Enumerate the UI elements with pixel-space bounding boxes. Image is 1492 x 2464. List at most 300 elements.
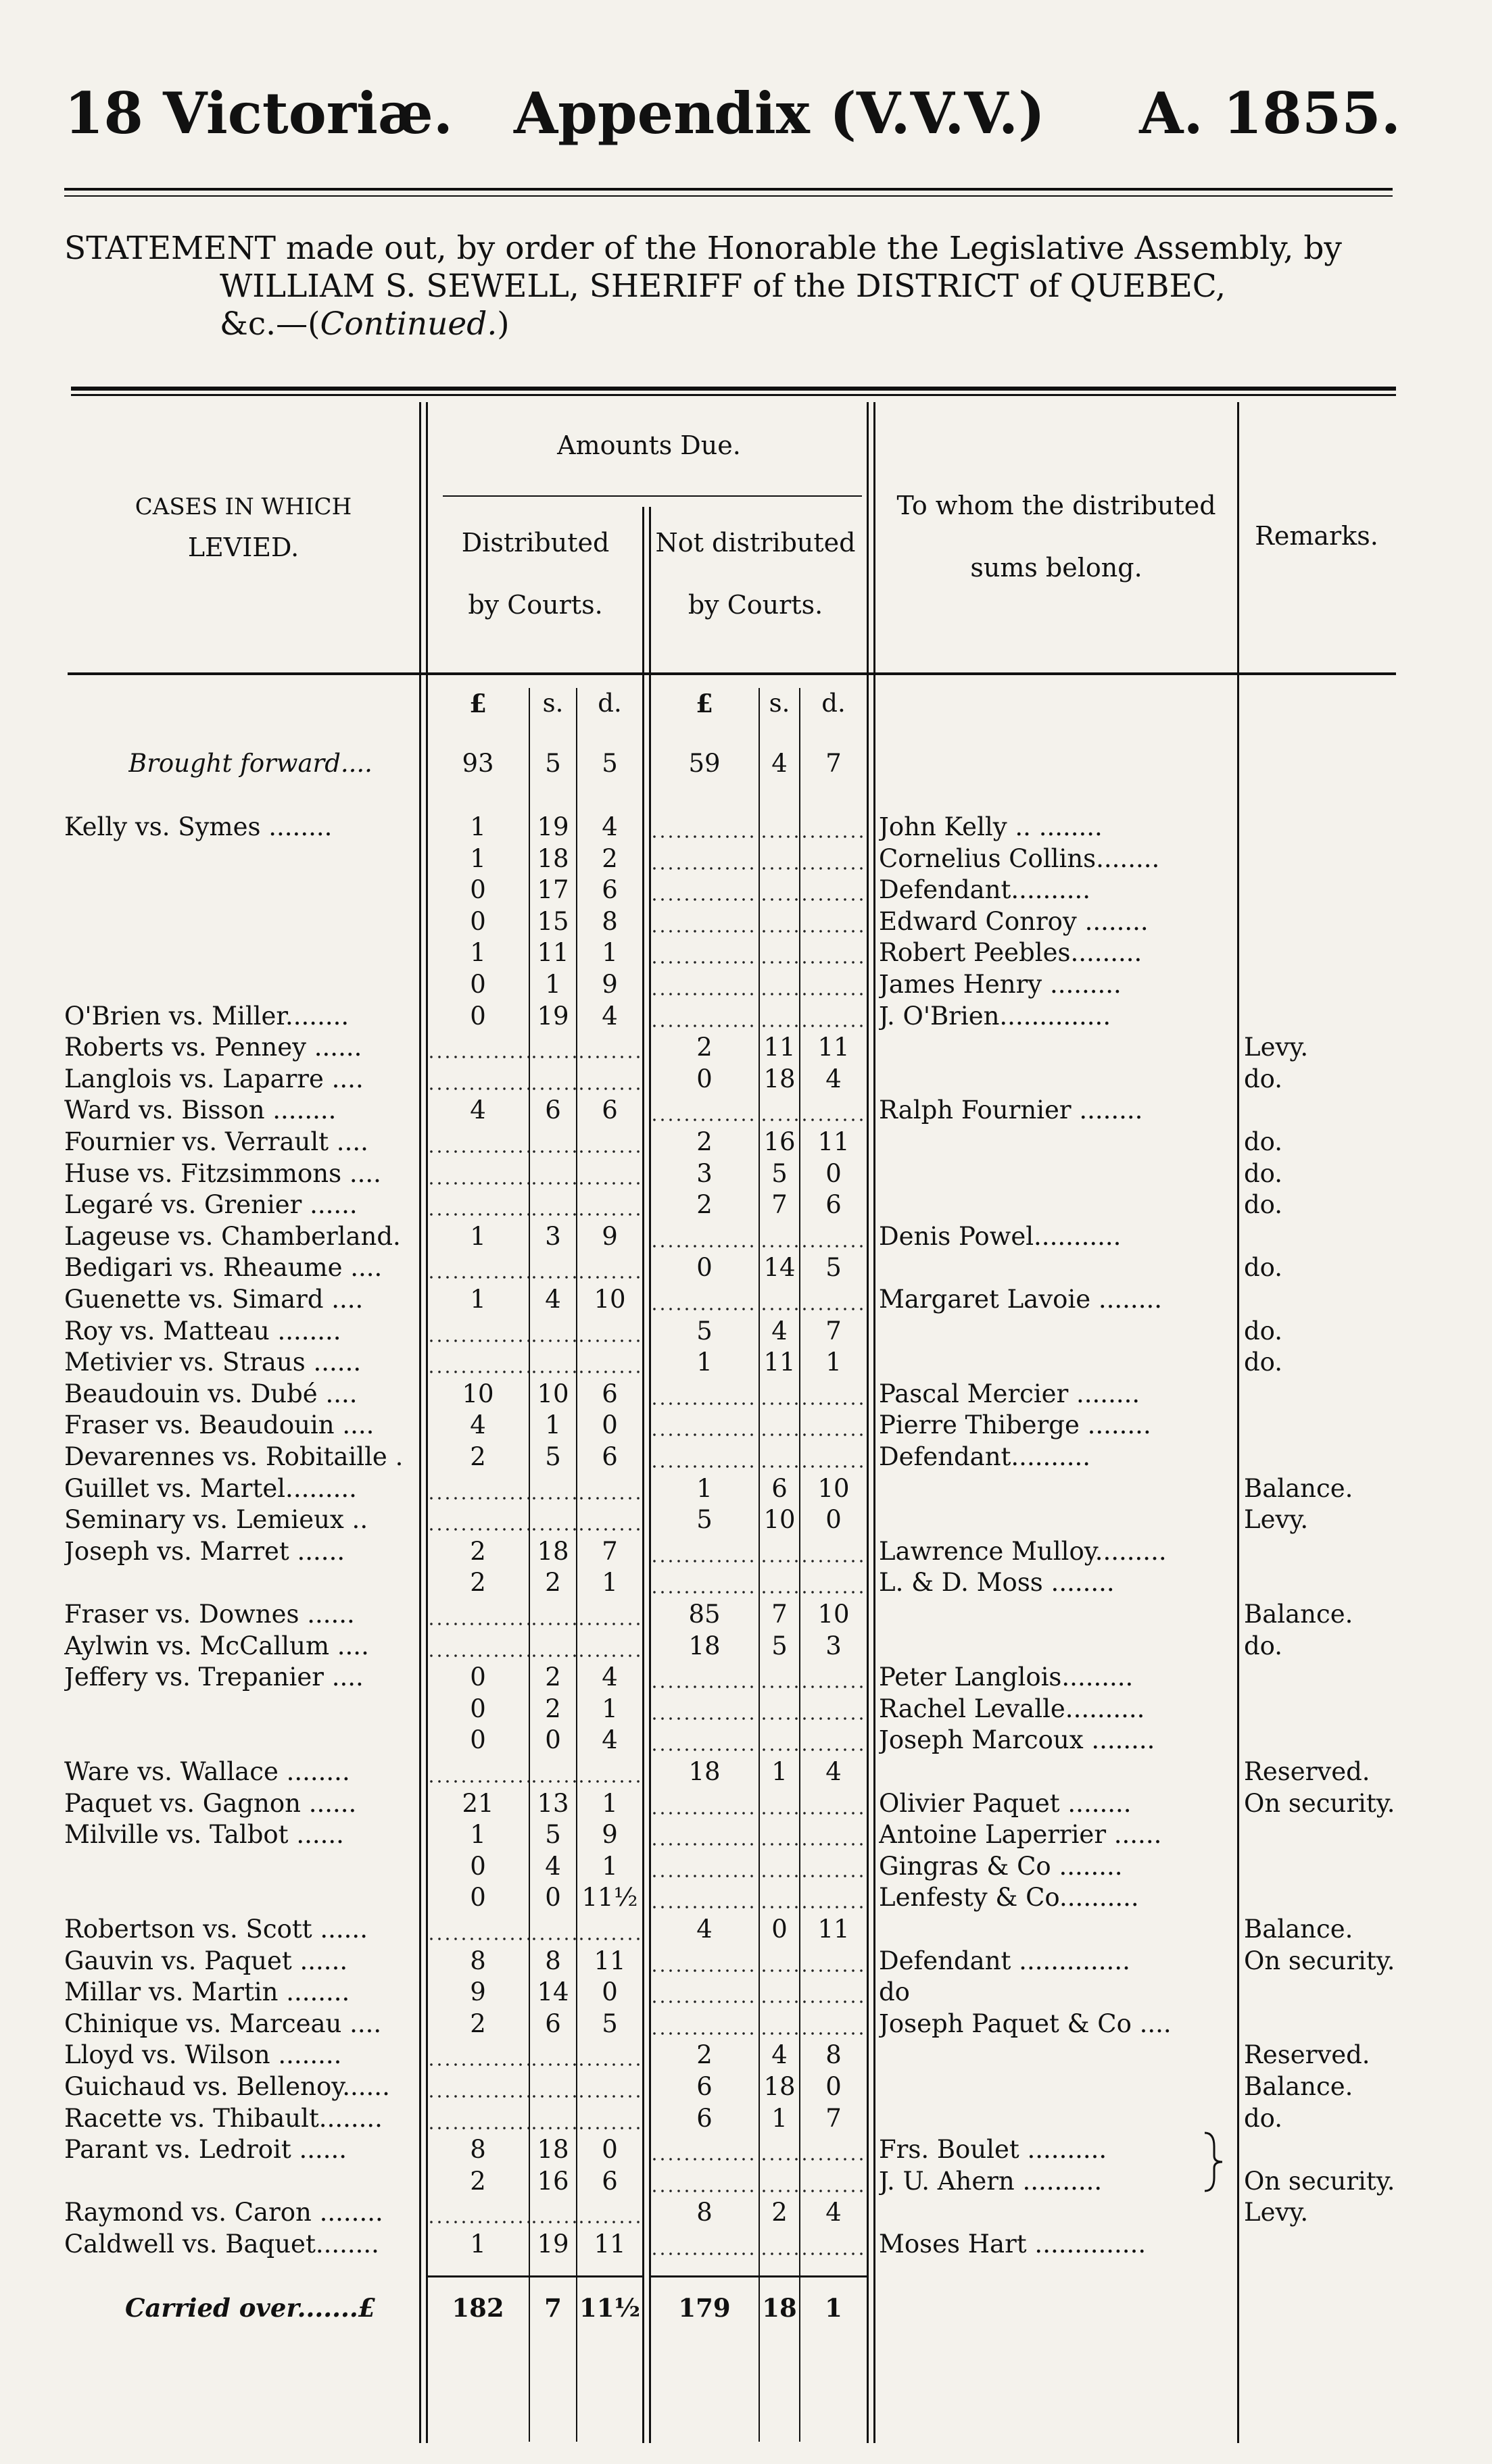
recipient [879, 1127, 1234, 1158]
dist-shillings [530, 1127, 576, 1158]
nd-shillings: 11 [763, 1348, 796, 1377]
remark: do. [1244, 1348, 1283, 1377]
nd-pence-header: d. [821, 689, 846, 718]
dist-shillings: 0 [545, 1883, 561, 1912]
nd-pence [800, 2166, 867, 2197]
dist-shillings [530, 1914, 576, 1945]
nd-pounds: 6 [696, 2072, 713, 2101]
recipient: J. U. Ahern .......... [879, 2167, 1103, 2196]
remark [1244, 937, 1396, 968]
dist-shillings: 5 [545, 1442, 561, 1471]
nd-pounds [650, 1284, 759, 1315]
dist-pounds [427, 2197, 529, 2228]
dist-pounds: 0 [470, 1883, 486, 1912]
dist-shillings: 14 [537, 1977, 569, 2006]
remark [1244, 1694, 1396, 1725]
dist-pounds [427, 1127, 529, 1158]
nd-shillings: 7 [771, 1600, 788, 1629]
remark [1244, 843, 1396, 874]
dist-shillings: 13 [537, 1789, 569, 1818]
dist-pence: 1 [602, 1852, 618, 1881]
nd-pence [800, 1284, 867, 1315]
case-name [64, 1567, 419, 1598]
nd-pence: 7 [825, 1316, 842, 1346]
dist-pence [577, 2197, 642, 2228]
nd-shillings: 6 [771, 1474, 788, 1503]
dist-pounds: 0 [470, 970, 486, 999]
recipient: Rachel Levalle.......... [879, 1694, 1145, 1723]
dist-pounds [427, 1473, 529, 1504]
dist-shillings: 5 [545, 1820, 561, 1849]
nd-pounds: 0 [696, 1064, 713, 1093]
recipient: Lenfesty & Co.......... [879, 1883, 1139, 1912]
col-rule-mid [642, 507, 644, 2443]
recipient: Defendant.......... [879, 875, 1091, 904]
case-name: Bedigari vs. Rheaume .... [64, 1253, 383, 1282]
remark [1244, 2009, 1396, 2040]
case-name: Milville vs. Talbot ...... [64, 1820, 344, 1849]
header-year: A. 1855. [1139, 80, 1401, 147]
dist-shillings: 4 [545, 1285, 561, 1314]
case-name: Robertson vs. Scott ...... [64, 1915, 368, 1944]
dist-pounds: 1 [470, 844, 486, 873]
nd-pence: 5 [825, 1253, 842, 1282]
nd-shillings [760, 1725, 799, 1756]
nd-pounds: 5 [696, 1505, 713, 1534]
nd-shillings: 16 [763, 1127, 796, 1156]
remark: Balance. [1244, 1600, 1353, 1629]
dist-pounds: 1 [470, 1222, 486, 1251]
dist-pence [577, 2040, 642, 2071]
case-name [64, 1882, 419, 1913]
dist-pence: 6 [602, 875, 618, 904]
nd-pounds: 4 [696, 1915, 713, 1944]
dist-pounds: 0 [470, 1002, 486, 1031]
recipient [879, 1158, 1234, 1189]
dist-shillings [530, 1032, 576, 1063]
dist-shillings: 15 [537, 907, 569, 936]
dist-shillings: 8 [545, 1946, 561, 1975]
dist-pence [577, 1599, 642, 1630]
column-header-distributed: Distributed by Courts. [461, 528, 610, 620]
nd-pence [800, 1379, 867, 1410]
nd-pence: 1 [825, 1348, 842, 1377]
dist-pounds [427, 1316, 529, 1347]
recipient [879, 1064, 1234, 1095]
dist-shillings [530, 1316, 576, 1347]
case-name: Metivier vs. Straus ...... [64, 1348, 362, 1377]
nd-shillings [760, 1001, 799, 1032]
recipient: J. O'Brien.............. [879, 1002, 1111, 1031]
remark [1244, 906, 1396, 937]
case-name: Ware vs. Wallace ........ [64, 1757, 350, 1786]
case-name: Fraser vs. Beaudouin .... [64, 1410, 375, 1439]
remark [1244, 1442, 1396, 1473]
recipient: Defendant.......... [879, 1442, 1091, 1471]
nd-pounds [650, 1442, 759, 1473]
recipient [879, 1473, 1234, 1504]
recipient: Olivier Paquet ........ [879, 1789, 1132, 1818]
dist-pounds: 8 [470, 2135, 486, 2164]
case-name: Lloyd vs. Wilson ........ [64, 2040, 342, 2069]
nd-pounds: 85 [688, 1600, 721, 1629]
carried-over-dist-pence: 11½ [579, 2293, 641, 2323]
remark [1244, 1819, 1396, 1850]
recipient: Cornelius Collins........ [879, 844, 1160, 873]
recipient: Margaret Lavoie ........ [879, 1285, 1162, 1314]
remark: Levy. [1244, 1505, 1309, 1534]
nd-pence: 8 [825, 2040, 842, 2069]
dist-pounds: 2 [470, 1537, 486, 1566]
dist-shillings [530, 1158, 576, 1189]
dist-shillings: 19 [537, 1002, 569, 1031]
dist-pence: 4 [602, 1002, 618, 1031]
col-rule-amounts-2 [873, 402, 875, 2443]
column-header-cases: CASES IN WHICH LEVIED. [135, 493, 352, 562]
dist-pounds [427, 1032, 529, 1063]
nd-pounds [650, 1788, 759, 1819]
nd-pence: 11 [817, 1915, 850, 1944]
nd-pounds [650, 2009, 759, 2040]
remark: On security. [1244, 2167, 1395, 2196]
nd-pounds [650, 1567, 759, 1598]
dist-pence [577, 1158, 642, 1189]
nd-shillings: 18 [763, 1064, 796, 1093]
recipient [879, 1756, 1234, 1788]
dist-shillings: 16 [537, 2167, 569, 2196]
remark: do. [1244, 1253, 1283, 1282]
remark [1244, 1662, 1396, 1693]
case-name: Roy vs. Matteau ........ [64, 1316, 341, 1346]
dist-pence: 9 [602, 1222, 618, 1251]
nd-pence: 4 [825, 1064, 842, 1093]
dist-pence [577, 1189, 642, 1221]
brought-forward-dist-pounds: 93 [462, 749, 494, 778]
brought-forward-dist-shillings: 5 [545, 749, 561, 778]
remark: On security. [1244, 1789, 1395, 1818]
recipient [879, 1631, 1234, 1662]
nd-pounds [650, 937, 759, 968]
nd-pence: 0 [825, 1505, 842, 1534]
nd-pence [800, 1095, 867, 1126]
nd-shillings [760, 1882, 799, 1913]
nd-pence: 10 [817, 1600, 850, 1629]
dist-pounds [427, 2071, 529, 2102]
remark: do. [1244, 1631, 1283, 1660]
dist-pence: 11 [594, 2229, 626, 2259]
remark: do. [1244, 2104, 1283, 2133]
remark: Balance. [1244, 1474, 1353, 1503]
dist-shillings: 10 [537, 1379, 569, 1408]
dist-pence: 7 [602, 1537, 618, 1566]
dist-shillings [530, 2197, 576, 2228]
carried-over-label: Carried over.......£ [125, 2293, 376, 2323]
case-name: Seminary vs. Lemieux .. [64, 1505, 368, 1534]
recipient [879, 1032, 1234, 1063]
nd-pence: 6 [825, 1190, 842, 1219]
case-name: Guichaud vs. Bellenoy...... [64, 2072, 390, 2101]
case-name: Millar vs. Martin ........ [64, 1977, 350, 2006]
remark: Levy. [1244, 1033, 1309, 1062]
table-rule-top-thin [71, 394, 1396, 396]
nd-pence [800, 1819, 867, 1850]
recipient: John Kelly .. ........ [879, 812, 1103, 841]
dist-pounds: 0 [470, 875, 486, 904]
dist-shillings [530, 1347, 576, 1378]
nd-pounds: 1 [696, 1348, 713, 1377]
nd-pounds: 2 [696, 1127, 713, 1156]
remark: do. [1244, 1316, 1283, 1346]
dist-pounds: 10 [462, 1379, 494, 1408]
nd-shillings [760, 1567, 799, 1598]
carried-over-nd-pence: 1 [825, 2293, 842, 2323]
recipient [879, 1914, 1234, 1945]
dist-pounds: 0 [470, 907, 486, 936]
header-bottom-rule [68, 672, 1396, 675]
dist-pence: 9 [602, 1820, 618, 1849]
dist-shillings [530, 1504, 576, 1535]
remark: On security. [1244, 1946, 1395, 1975]
brace-icon [1202, 2130, 1226, 2194]
remark [1244, 874, 1396, 906]
recipient: Denis Powel........... [879, 1222, 1122, 1251]
dist-pence [577, 1504, 642, 1535]
nd-pence [800, 1221, 867, 1252]
remark [1244, 1882, 1396, 1913]
dist-pounds: 0 [470, 1694, 486, 1723]
nd-shillings [760, 2229, 799, 2260]
recipient: Peter Langlois......... [879, 1662, 1134, 1692]
dist-shillings: 11 [537, 938, 569, 967]
nd-pounds [650, 1819, 759, 1850]
dist-pounds: 0 [470, 1852, 486, 1881]
nd-shillings [760, 1851, 799, 1882]
brought-forward-dist-pence: 5 [602, 749, 618, 778]
dist-pence [577, 1127, 642, 1158]
remark [1244, 2134, 1396, 2165]
case-name: Joseph vs. Marret ...... [64, 1537, 345, 1566]
dist-pounds [427, 1631, 529, 1662]
nd-shillings [760, 937, 799, 968]
nd-pounds [650, 874, 759, 906]
nd-pence [800, 1694, 867, 1725]
nd-pounds [650, 969, 759, 1000]
nd-shillings [760, 1788, 799, 1819]
dist-pounds: 0 [470, 1725, 486, 1754]
nd-pounds: 8 [696, 2198, 713, 2227]
remark [1244, 1221, 1396, 1252]
case-name: Racette vs. Thibault........ [64, 2104, 383, 2133]
nd-pounds [650, 1851, 759, 1882]
dist-pence-header: d. [598, 689, 622, 718]
dist-pounds: 2 [470, 1568, 486, 1597]
header-rule-top [64, 188, 1393, 191]
recipient: Moses Hart .............. [879, 2229, 1147, 2259]
dist-pounds: 4 [470, 1410, 486, 1439]
nd-pounds [650, 1095, 759, 1126]
case-name: Parant vs. Ledroit ...... [64, 2135, 347, 2164]
dist-pence: 10 [594, 1285, 626, 1314]
recipient [879, 1189, 1234, 1221]
dist-pence [577, 1914, 642, 1945]
brought-forward-nd-pence: 7 [825, 749, 842, 778]
case-name: Kelly vs. Symes ........ [64, 812, 333, 841]
dist-shillings [530, 1473, 576, 1504]
brought-forward-nd-pounds: 59 [688, 749, 721, 778]
column-header-not-distributed: Not distributed by Courts. [655, 528, 856, 620]
nd-pence: 3 [825, 1631, 842, 1660]
remark [1244, 1379, 1396, 1410]
nd-shillings: 14 [763, 1253, 796, 1282]
dist-pence: 4 [602, 812, 618, 841]
dist-pence [577, 1032, 642, 1063]
nd-pence [800, 1410, 867, 1441]
dist-pounds: 1 [470, 812, 486, 841]
nd-pounds: 3 [696, 1159, 713, 1188]
nd-shillings: 10 [763, 1505, 796, 1534]
dist-pence [577, 1316, 642, 1347]
carried-over-nd-pounds: 179 [678, 2293, 731, 2323]
nd-pence [800, 1725, 867, 1756]
remark: do. [1244, 1127, 1283, 1156]
recipient: do [879, 1977, 910, 2006]
nd-pence: 0 [825, 1159, 842, 1188]
dist-shillings: 3 [545, 1222, 561, 1251]
statement-line-1: STATEMENT made out, by order of the Honorable the Legislative Assembly, by [64, 230, 1342, 267]
remark: Levy. [1244, 2198, 1309, 2227]
dist-pounds [427, 2040, 529, 2071]
dist-shillings [530, 1631, 576, 1662]
carried-over-dist-pounds: 182 [452, 2293, 504, 2323]
nd-pounds [650, 1662, 759, 1693]
nd-shillings [760, 1977, 799, 2008]
dist-pence: 11 [594, 1946, 626, 1975]
nd-pounds [650, 1536, 759, 1567]
dist-pounds [427, 1914, 529, 1945]
remark: Balance. [1244, 1915, 1353, 1944]
remark [1244, 1410, 1396, 1441]
nd-shillings: 5 [771, 1631, 788, 1660]
remark [1244, 1725, 1396, 1756]
case-name [64, 2166, 419, 2197]
dist-pounds: 2 [470, 2167, 486, 2196]
nd-pounds [650, 1977, 759, 2008]
nd-pence: 4 [825, 2198, 842, 2227]
nd-shillings [760, 1946, 799, 1977]
nd-shillings: 5 [771, 1159, 788, 1188]
recipient [879, 1316, 1234, 1347]
case-name [64, 969, 419, 1000]
case-name [64, 1694, 419, 1725]
case-name: Roberts vs. Penney ...... [64, 1033, 362, 1062]
nd-pounds [650, 906, 759, 937]
nd-pounds [650, 1001, 759, 1032]
remark [1244, 812, 1396, 843]
dist-pence: 2 [602, 844, 618, 873]
nd-pounds [650, 1946, 759, 1977]
dist-pounds [427, 1064, 529, 1095]
dist-shillings: 2 [545, 1694, 561, 1723]
case-name: Ward vs. Bisson ........ [64, 1095, 337, 1125]
nd-pence [800, 1567, 867, 1598]
nd-pence [800, 1882, 867, 1913]
dist-pence: 0 [602, 1410, 618, 1439]
table-rule-top [71, 387, 1396, 391]
recipient: Ralph Fournier ........ [879, 1095, 1143, 1125]
dist-pence [577, 1064, 642, 1095]
nd-pounds [650, 1379, 759, 1410]
dist-shillings: 2 [545, 1568, 561, 1597]
dist-shillings: 19 [537, 812, 569, 841]
dist-pounds [427, 1158, 529, 1189]
dist-shillings: 6 [545, 2009, 561, 2038]
nd-shillings [760, 1694, 799, 1725]
nd-shillings [760, 2134, 799, 2165]
recipient [879, 2103, 1234, 2134]
remark [1244, 1536, 1396, 1567]
nd-pence [800, 1946, 867, 1977]
dist-pence: 6 [602, 1379, 618, 1408]
nd-pounds: 2 [696, 1190, 713, 1219]
recipient [879, 1252, 1234, 1283]
nd-pence [800, 937, 867, 968]
case-name: Devarennes vs. Robitaille . [64, 1442, 404, 1471]
case-name [64, 874, 419, 906]
dist-pounds [427, 2103, 529, 2134]
dist-shillings: 18 [537, 1537, 569, 1566]
nd-pence [800, 969, 867, 1000]
nd-pound-header: £ [696, 689, 713, 718]
dist-shillings: 0 [545, 1725, 561, 1754]
case-name [64, 937, 419, 968]
dist-pence: 11½ [581, 1883, 638, 1912]
dist-pounds: 2 [470, 2009, 486, 2038]
recipient: Frs. Boulet .......... [879, 2135, 1107, 2164]
remark [1244, 1977, 1396, 2008]
recipient: Edward Conroy ........ [879, 907, 1149, 936]
nd-shillings [760, 2166, 799, 2197]
case-name: Langlois vs. Laparre .... [64, 1064, 364, 1093]
header-session: 18 Victoriæ. [64, 80, 454, 147]
case-name: Beaudouin vs. Dubé .... [64, 1379, 358, 1408]
remark [1244, 1095, 1396, 1126]
nd-pence [800, 1851, 867, 1882]
recipient [879, 2040, 1234, 2071]
case-name: Raymond vs. Caron ........ [64, 2198, 383, 2227]
nd-pounds [650, 812, 759, 843]
nd-shillings: 1 [771, 2104, 788, 2133]
dist-pounds [427, 1504, 529, 1535]
recipient [879, 1347, 1234, 1378]
dist-shillings [530, 1756, 576, 1788]
recipient: Gingras & Co ........ [879, 1852, 1123, 1881]
dist-shillings [530, 1189, 576, 1221]
recipient: Lawrence Mulloy......... [879, 1537, 1167, 1566]
col-rule-amounts [867, 402, 869, 2443]
dist-pence [577, 1631, 642, 1662]
nd-pounds [650, 1221, 759, 1252]
dist-shillings: 18 [537, 844, 569, 873]
amounts-due-rule [443, 495, 862, 497]
col-rule-cases [419, 402, 421, 2443]
dist-pounds: 21 [462, 1789, 494, 1818]
dist-shillings: 18 [537, 2135, 569, 2164]
dist-pounds: 4 [470, 1095, 486, 1125]
column-header-remarks: Remarks. [1255, 521, 1378, 551]
remark: Balance. [1244, 2072, 1353, 2101]
dist-pence: 0 [602, 2135, 618, 2164]
statement-title [64, 230, 1403, 343]
